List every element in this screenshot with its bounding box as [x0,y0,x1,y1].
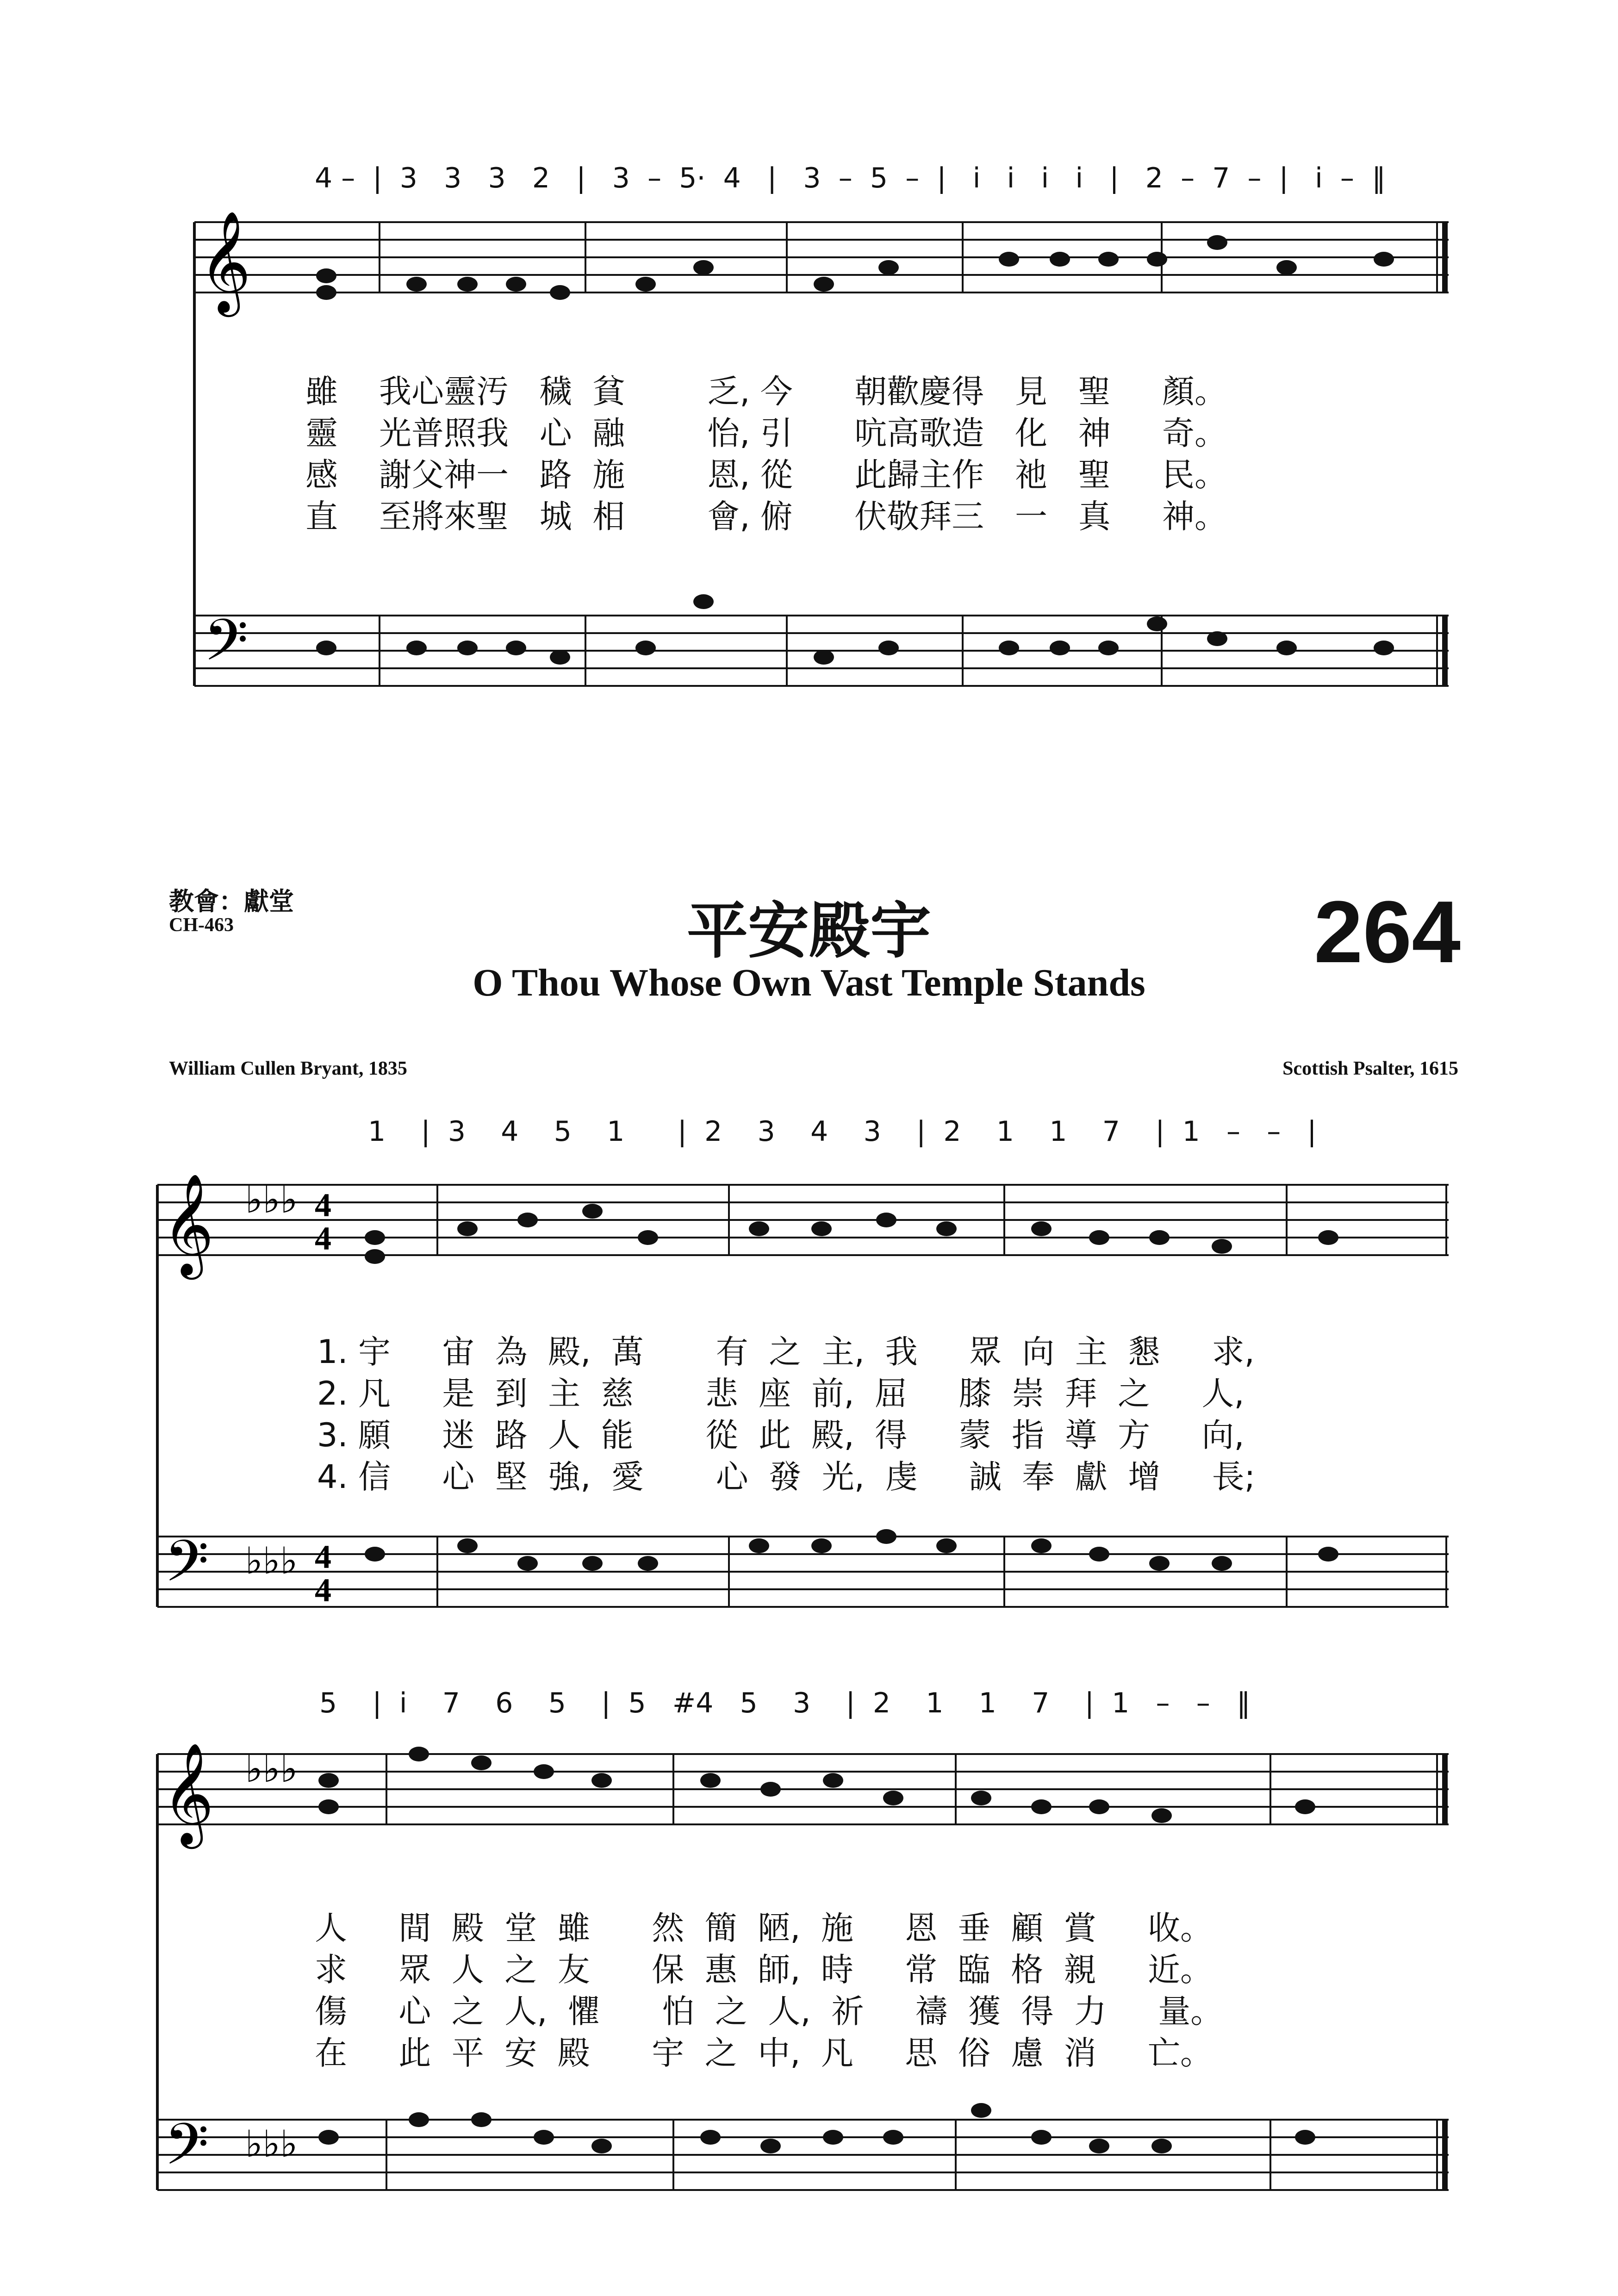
author-credit: William Cullen Bryant, 1835 [169,1058,407,1079]
lyric-line: 4. 信 心 堅 強, 愛 心 發 光, 虔 誠 奉 獻 增 長; [317,1458,1256,1496]
svg-text:4: 4 [315,1538,331,1575]
jianpu-line-top: 4 – | 3 3 3 2 | 3 – 5· 4 | 3 – 5 – | i i i i | 2 – 7 – | i – ‖ [315,162,1386,194]
svg-text:4: 4 [315,1572,331,1609]
svg-text:♭♭♭: ♭♭♭ [245,1539,298,1582]
svg-text:𝄢: 𝄢 [164,1528,209,1609]
lyric-line: 雖 我心靈汚 穢 貧 乏, 今 朝歡慶得 見 聖 顏。 [305,373,1227,411]
title-english: O Thou Whose Own Vast Temple Stands [473,961,1145,1004]
svg-text:𝄞: 𝄞 [199,210,251,312]
lyric-line: 在 此 平 安 殿 宇 之 中, 凡 思 俗 慮 消 亡。 [315,2034,1213,2072]
lyric-line: 傷 心 之 人, 懼 怕 之 人, 祈 禱 獲 得 力 量。 [315,1992,1223,2030]
title-chinese: 平安殿宇 [687,895,931,967]
lyric-line: 2. 凡 是 到 主 慈 悲 座 前, 屈 膝 崇 拜 之 人, [317,1375,1245,1412]
svg-text:𝄢: 𝄢 [164,2111,209,2192]
lyric-line: 直 至將來聖 城 相 會, 俯 伏敬拜三 一 真 神。 [305,498,1227,535]
lyric-line: 求 眾 人 之 友 保 惠 師, 時 常 臨 格 親 近。 [315,1951,1213,1989]
svg-text:4: 4 [315,1220,331,1257]
jianpu-line-1: 1 | 3 4 5 1 | 2 3 4 3 | 2 1 1 7 | 1 – – | [368,1115,1317,1148]
lyric-line: 靈 光普照我 心 融 怡, 引 吭高歌造 化 神 奇。 [305,414,1227,452]
lyric-line: 人 間 殿 堂 雖 然 簡 陋, 施 恩 垂 顧 賞 收。 [315,1909,1213,1947]
hymn-number: 264 [1313,883,1461,981]
svg-text:𝄞: 𝄞 [162,1742,214,1844]
svg-text:♭♭♭: ♭♭♭ [245,1748,298,1791]
svg-text:𝄞: 𝄞 [162,1173,214,1275]
lyric-line: 3. 願 迷 路 人 能 從 此 殿, 得 蒙 指 導 方 向, [317,1416,1245,1454]
ch-number: CH-463 [169,915,234,936]
svg-text:𝄢: 𝄢 [204,607,249,688]
lyric-line: 感 謝父神一 路 施 恩, 從 此歸主作 祂 聖 民。 [305,456,1227,494]
svg-text:4: 4 [315,1187,331,1224]
svg-text:♭♭♭: ♭♭♭ [245,1178,298,1221]
lyric-line: 1. 宇 宙 為 殿, 萬 有 之 主, 我 眾 向 主 懇 求, [317,1333,1255,1371]
tune-credit: Scottish Psalter, 1615 [1282,1058,1458,1079]
church-label: 教會：獻堂 [169,887,294,916]
svg-text:♭♭♭: ♭♭♭ [245,2122,298,2165]
jianpu-line-2: 5 | i 7 6 5 | 5 #4 5 3 | 2 1 1 7 | 1 – – ‖ [319,1687,1251,1719]
